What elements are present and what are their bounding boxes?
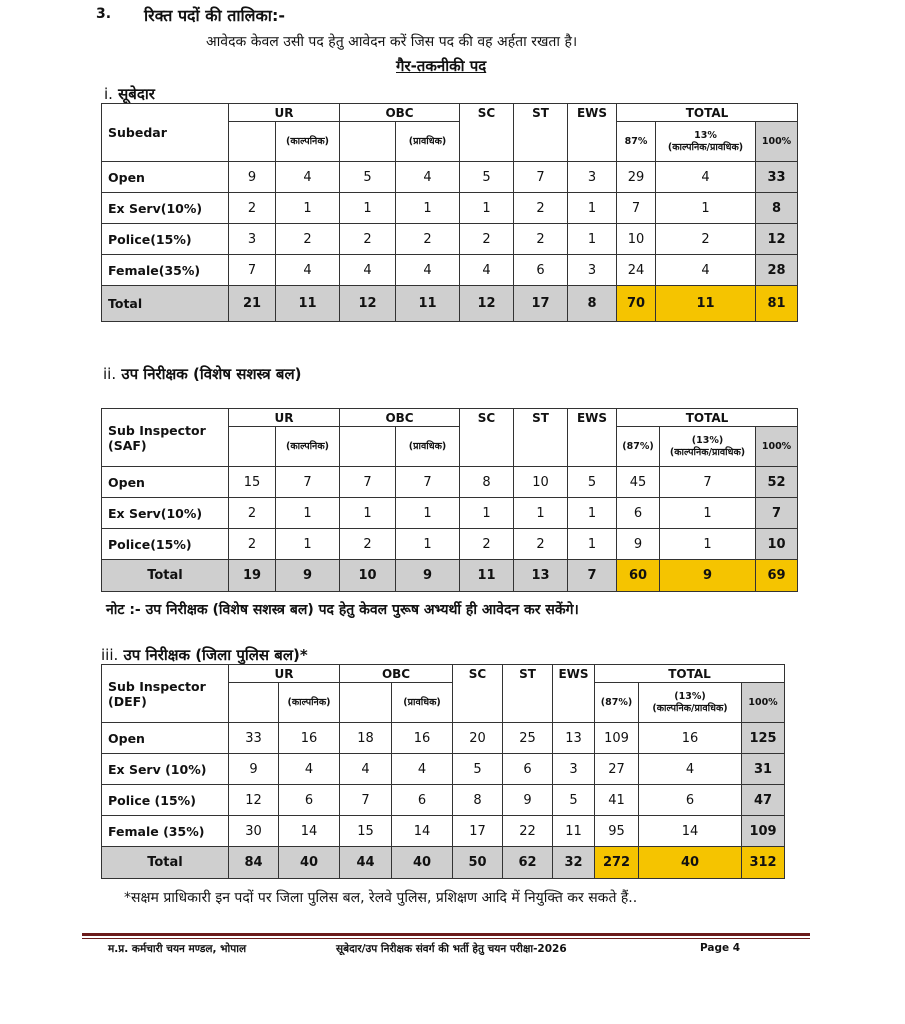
footer-center: सूबेदार/उप निरीक्षक संवर्ग की भर्ती हेतु चयन परीक्षा-2026 (336, 943, 567, 955)
group-header: SC (453, 665, 503, 683)
cell: 2 (340, 224, 396, 255)
cell: 12 (460, 286, 514, 322)
cell: 40 (279, 847, 340, 879)
cell: 10 (340, 560, 396, 592)
cell: 17 (514, 286, 568, 322)
cell: 2 (229, 193, 276, 224)
cell: 21 (229, 286, 276, 322)
table-row (102, 255, 798, 286)
cell: 7 (340, 785, 392, 816)
cell: 45 (617, 467, 660, 498)
group-header: UR (229, 665, 340, 683)
cell: 44 (340, 847, 392, 879)
footer-rule-thin (82, 938, 810, 939)
cell: 12 (756, 224, 798, 255)
cell: 8 (568, 286, 617, 322)
group-header: OBC (340, 104, 460, 122)
group-header: EWS (553, 665, 595, 683)
sub-header: (प्रावधिक) (392, 683, 453, 723)
cell: 1 (276, 529, 340, 560)
cell: 2 (460, 529, 514, 560)
row-label: Female(35%) (102, 255, 229, 286)
table-row (102, 224, 798, 255)
si-saf-table (101, 408, 798, 592)
table-row (102, 467, 798, 498)
sub-header: (87%) (595, 683, 639, 723)
cell: 62 (503, 847, 553, 879)
sub-header: 87% (617, 122, 656, 162)
table-row (102, 816, 785, 847)
cell: 7 (340, 467, 396, 498)
cell: 4 (340, 754, 392, 785)
cell: 9 (617, 529, 660, 560)
cell: 1 (396, 529, 460, 560)
sub-header: (काल्पनिक) (276, 427, 340, 467)
cell: 1 (514, 498, 568, 529)
row-label: Police(15%) (102, 529, 229, 560)
cell: 11 (656, 286, 756, 322)
cell: 7 (229, 255, 276, 286)
cell: 1 (660, 498, 756, 529)
cell: 6 (392, 785, 453, 816)
cell: 13 (553, 723, 595, 754)
cell: 9 (229, 162, 276, 193)
cell: 2 (460, 224, 514, 255)
cell: 4 (656, 255, 756, 286)
cell: 30 (229, 816, 279, 847)
cell: 4 (396, 162, 460, 193)
cell: 2 (656, 224, 756, 255)
cell: 4 (639, 754, 742, 785)
cell: 6 (279, 785, 340, 816)
cell: 15 (340, 816, 392, 847)
cell: 272 (595, 847, 639, 879)
table-header-row (102, 665, 785, 683)
cell: 4 (276, 162, 340, 193)
table-row (102, 723, 785, 754)
cell: 18 (340, 723, 392, 754)
cell: 8 (756, 193, 798, 224)
sub-header: (13%) (काल्पनिक/प्रावधिक) (660, 427, 756, 467)
group-header: ST (514, 409, 568, 427)
group-header: TOTAL (617, 409, 798, 427)
cell: 1 (660, 529, 756, 560)
sub-header: (13%) (काल्पनिक/प्रावधिक) (639, 683, 742, 723)
cell: 1 (340, 193, 396, 224)
cell: 9 (503, 785, 553, 816)
cell: 3 (568, 162, 617, 193)
cell: 125 (742, 723, 785, 754)
cell: 5 (460, 162, 514, 193)
cell: 95 (595, 816, 639, 847)
cell: 19 (229, 560, 276, 592)
cell: 11 (276, 286, 340, 322)
row-label: Open (102, 162, 229, 193)
cell: 16 (392, 723, 453, 754)
table-2-title (103, 364, 301, 384)
cell: 7 (276, 467, 340, 498)
cell: 4 (340, 255, 396, 286)
cell: 2 (396, 224, 460, 255)
row-label-header: Sub Inspector (DEF) (102, 665, 229, 723)
table-row (102, 162, 798, 193)
table-row (102, 529, 798, 560)
table-header-row (102, 104, 798, 122)
row-label: Open (102, 467, 229, 498)
cell: 11 (460, 560, 514, 592)
row-label: Female (35%) (102, 816, 229, 847)
cell: 4 (656, 162, 756, 193)
table-row (102, 498, 798, 529)
cell: 4 (279, 754, 340, 785)
table-header-row (102, 409, 798, 427)
row-label: Total (102, 560, 229, 592)
sub-header: 100% (756, 122, 798, 162)
table-3-roman: iii. (101, 646, 119, 664)
cell: 1 (656, 193, 756, 224)
cell: 2 (340, 529, 396, 560)
cell: 1 (340, 498, 396, 529)
table-1-roman: i. (104, 85, 113, 103)
row-label: Ex Serv (10%) (102, 754, 229, 785)
cell: 7 (396, 467, 460, 498)
cell: 10 (514, 467, 568, 498)
cell: 9 (276, 560, 340, 592)
group-header: UR (229, 409, 340, 427)
cell: 27 (595, 754, 639, 785)
table-row (102, 754, 785, 785)
cell: 2 (229, 498, 276, 529)
row-label: Total (102, 847, 229, 879)
sub-header: 100% (742, 683, 785, 723)
cell: 9 (229, 754, 279, 785)
sub-header: 13% (काल्पनिक/प्रावधिक) (656, 122, 756, 162)
cell: 12 (229, 785, 279, 816)
cell: 14 (639, 816, 742, 847)
cell: 11 (396, 286, 460, 322)
cell: 52 (756, 467, 798, 498)
sub-header: (87%) (617, 427, 660, 467)
table-1-title (104, 84, 155, 104)
row-label: Ex Serv(10%) (102, 498, 229, 529)
cell: 2 (229, 529, 276, 560)
cell: 4 (276, 255, 340, 286)
table-3-title-text: उप निरीक्षक (जिला पुलिस बल)* (123, 646, 308, 664)
intro-text: आवेदक केवल उसी पद हेतु आवेदन करें जिस पद की वह अर्हता रखता है। (206, 34, 578, 50)
cell: 1 (396, 498, 460, 529)
total-row (102, 847, 785, 879)
cell: 28 (756, 255, 798, 286)
cell: 7 (617, 193, 656, 224)
table-3-title (101, 645, 308, 665)
cell: 312 (742, 847, 785, 879)
cell: 3 (553, 754, 595, 785)
cell: 7 (568, 560, 617, 592)
table-row (102, 193, 798, 224)
cell: 40 (639, 847, 742, 879)
cell: 3 (229, 224, 276, 255)
cell: 2 (514, 193, 568, 224)
subedar-table (101, 103, 798, 322)
cell: 4 (392, 754, 453, 785)
group-header: OBC (340, 665, 453, 683)
row-label: Open (102, 723, 229, 754)
group-header: SC (460, 104, 514, 122)
row-label: Police(15%) (102, 224, 229, 255)
cell: 84 (229, 847, 279, 879)
cell: 8 (460, 467, 514, 498)
footer-rule (82, 933, 810, 936)
cell: 10 (617, 224, 656, 255)
saf-note: नोट :- उप निरीक्षक (विशेष सशस्त्र बल) पद हेतु केवल पुरूष अभ्यर्थी ही आवेदन कर सकेंगे। (106, 602, 579, 618)
cell: 17 (453, 816, 503, 847)
cell: 1 (568, 498, 617, 529)
sub-header: 100% (756, 427, 798, 467)
cell: 14 (392, 816, 453, 847)
cell: 1 (568, 224, 617, 255)
page-number: Page 4 (700, 942, 741, 954)
cell: 13 (514, 560, 568, 592)
cell: 4 (460, 255, 514, 286)
cell: 16 (279, 723, 340, 754)
group-header: UR (229, 104, 340, 122)
cell: 33 (229, 723, 279, 754)
sub-header: (काल्पनिक) (279, 683, 340, 723)
cell: 2 (514, 224, 568, 255)
cell: 5 (553, 785, 595, 816)
cell: 7 (514, 162, 568, 193)
total-row (102, 286, 798, 322)
group-header: TOTAL (595, 665, 785, 683)
subheading: गैर-तकनीकी पद (396, 57, 487, 75)
cell: 14 (279, 816, 340, 847)
cell: 24 (617, 255, 656, 286)
cell: 40 (392, 847, 453, 879)
cell: 109 (595, 723, 639, 754)
cell: 69 (756, 560, 798, 592)
row-label-header: Sub Inspector (SAF) (102, 409, 229, 467)
cell: 9 (396, 560, 460, 592)
cell: 81 (756, 286, 798, 322)
row-label: Police (15%) (102, 785, 229, 816)
cell: 11 (553, 816, 595, 847)
cell: 1 (396, 193, 460, 224)
cell: 1 (460, 193, 514, 224)
cell: 109 (742, 816, 785, 847)
cell: 2 (276, 224, 340, 255)
group-header: ST (514, 104, 568, 122)
cell: 29 (617, 162, 656, 193)
table-2-title-text: उप निरीक्षक (विशेष सशस्त्र बल) (121, 365, 302, 383)
row-label: Total (102, 286, 229, 322)
cell: 4 (396, 255, 460, 286)
cell: 15 (229, 467, 276, 498)
cell: 1 (276, 193, 340, 224)
cell: 16 (639, 723, 742, 754)
def-footnote: *सक्षम प्राधिकारी इन पदों पर जिला पुलिस बल, रेलवे पुलिस, प्रशिक्षण आदि में नियुक्ति कर सकते हैं.. (124, 890, 638, 906)
cell: 31 (742, 754, 785, 785)
cell: 32 (553, 847, 595, 879)
row-label: Ex Serv(10%) (102, 193, 229, 224)
cell: 50 (453, 847, 503, 879)
cell: 1 (460, 498, 514, 529)
cell: 33 (756, 162, 798, 193)
section-number: 3. (96, 6, 112, 22)
cell: 7 (756, 498, 798, 529)
cell: 1 (568, 193, 617, 224)
sub-header: (प्रावधिक) (396, 122, 460, 162)
cell: 12 (340, 286, 396, 322)
table-2-roman: ii. (103, 365, 117, 383)
table-1-title-text: सूबेदार (118, 85, 155, 103)
group-header: EWS (568, 104, 617, 122)
cell: 3 (568, 255, 617, 286)
cell: 8 (453, 785, 503, 816)
cell: 70 (617, 286, 656, 322)
cell: 6 (514, 255, 568, 286)
group-header: OBC (340, 409, 460, 427)
cell: 1 (276, 498, 340, 529)
cell: 9 (660, 560, 756, 592)
table-row (102, 785, 785, 816)
cell: 60 (617, 560, 660, 592)
row-label-header: Subedar (102, 104, 229, 162)
cell: 2 (514, 529, 568, 560)
cell: 6 (617, 498, 660, 529)
cell: 6 (503, 754, 553, 785)
group-header: ST (503, 665, 553, 683)
cell: 25 (503, 723, 553, 754)
cell: 47 (742, 785, 785, 816)
total-row (102, 560, 798, 592)
cell: 22 (503, 816, 553, 847)
cell: 6 (639, 785, 742, 816)
cell: 1 (568, 529, 617, 560)
cell: 10 (756, 529, 798, 560)
si-def-table (101, 664, 785, 879)
cell: 41 (595, 785, 639, 816)
sub-header: (काल्पनिक) (276, 122, 340, 162)
group-header: EWS (568, 409, 617, 427)
cell: 20 (453, 723, 503, 754)
group-header: SC (460, 409, 514, 427)
group-header: TOTAL (617, 104, 798, 122)
cell: 5 (340, 162, 396, 193)
cell: 5 (568, 467, 617, 498)
cell: 7 (660, 467, 756, 498)
section-title: रिक्त पदों की तालिका:- (144, 6, 285, 25)
cell: 5 (453, 754, 503, 785)
footer-left: म.प्र. कर्मचारी चयन मण्डल, भोपाल (108, 943, 247, 955)
sub-header: (प्रावधिक) (396, 427, 460, 467)
